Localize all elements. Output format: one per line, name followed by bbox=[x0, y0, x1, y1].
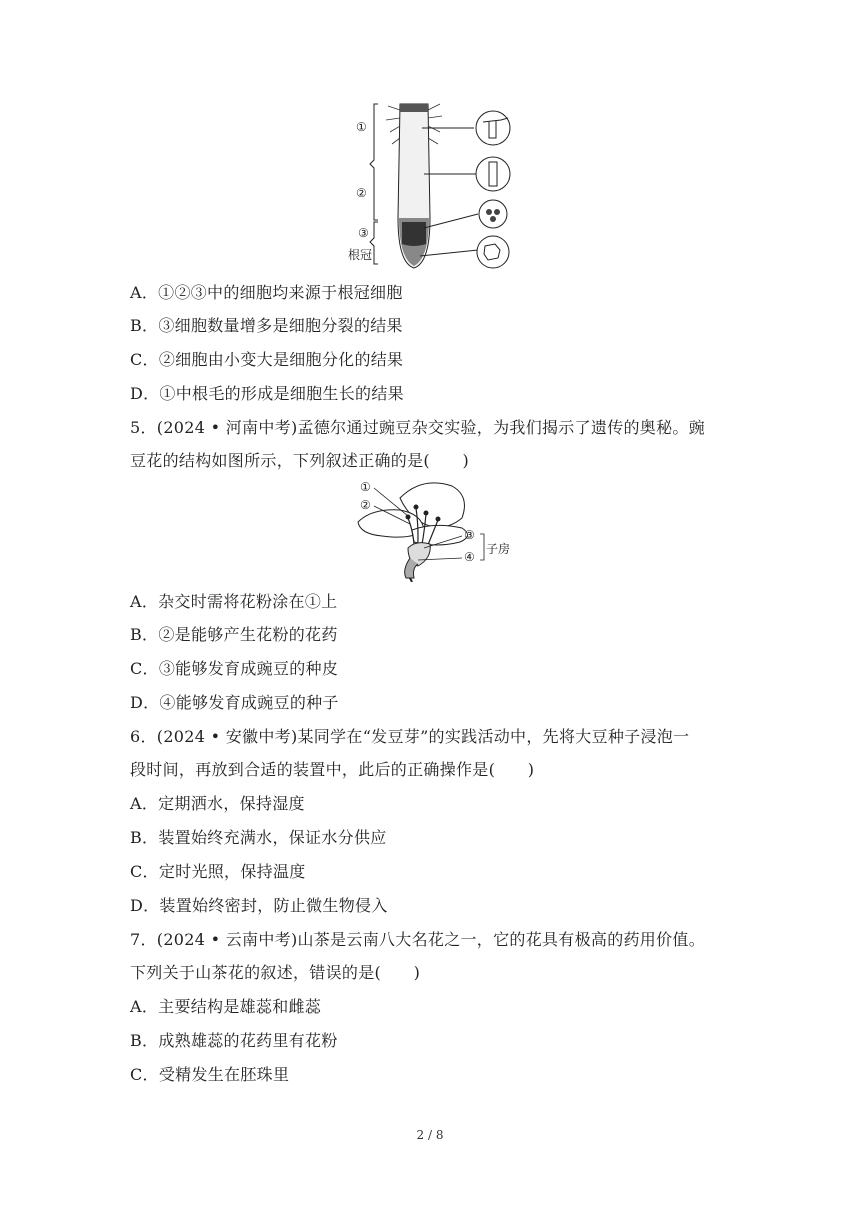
page-number: 2 / 8 bbox=[416, 1128, 444, 1142]
q5-option-a: A．杂交时需将花粉涂在①上 bbox=[130, 592, 338, 611]
flower-label-ovary: 子房 bbox=[486, 542, 511, 556]
q5-option-d: D．④能够发育成豌豆的种子 bbox=[130, 693, 339, 712]
pea-flower-illustration bbox=[352, 478, 522, 582]
q6-stem-line2: 段时间，再放到合适的装置中，此后的正确操作是( ) bbox=[130, 760, 535, 779]
q7-option-b: B．成熟雄蕊的花药里有花粉 bbox=[130, 1031, 338, 1050]
q7-option-a: A．主要结构是雄蕊和雌蕊 bbox=[130, 997, 322, 1016]
root-tip-illustration bbox=[350, 98, 530, 272]
q4-option-c: C．②细胞由小变大是细胞分化的结果 bbox=[130, 350, 404, 369]
root-label-2: ② bbox=[356, 186, 367, 200]
pea-flower-figure bbox=[352, 478, 522, 582]
q6-option-d: D．装置始终密封，防止微生物侵入 bbox=[130, 896, 388, 915]
q4-option-b: B．③细胞数量增多是细胞分裂的结果 bbox=[130, 316, 403, 335]
q5-stem-line1: 5．(2024 • 河南中考)孟德尔通过豌豆杂交实验，为我们揭示了遗传的奥秘。豌 bbox=[130, 418, 705, 437]
q5-option-b: B．②是能够产生花粉的花药 bbox=[130, 625, 338, 644]
q6-option-a: A．定期洒水，保持湿度 bbox=[130, 794, 305, 813]
root-label-cap: 根冠 bbox=[348, 248, 373, 262]
flower-label-4: ④ bbox=[464, 550, 475, 564]
q4-option-a: A．①②③中的细胞均来源于根冠细胞 bbox=[130, 283, 403, 302]
q7-option-c: C．受精发生在胚珠里 bbox=[130, 1065, 290, 1084]
flower-label-1: ① bbox=[360, 480, 371, 494]
q4-option-d: D．①中根毛的形成是细胞生长的结果 bbox=[130, 384, 404, 403]
q7-stem-line1: 7．(2024 • 云南中考)山茶是云南八大名花之一，它的花具有极高的药用价值。 bbox=[130, 930, 705, 949]
flower-label-3: ③ bbox=[464, 528, 475, 542]
flower-label-2: ② bbox=[360, 498, 371, 512]
root-label-3: ③ bbox=[358, 226, 369, 240]
q5-option-c: C．③能够发育成豌豆的种皮 bbox=[130, 659, 339, 678]
q6-option-c: C．定时光照，保持温度 bbox=[130, 862, 306, 881]
q6-stem-line1: 6．(2024 • 安徽中考)某同学在“发豆芽”的实践活动中，先将大豆种子浸泡一 bbox=[130, 727, 690, 746]
root-tip-figure bbox=[350, 98, 530, 272]
q6-option-b: B．装置始终充满水，保证水分供应 bbox=[130, 828, 387, 847]
q7-stem-line2: 下列关于山茶花的叙述，错误的是( ) bbox=[130, 963, 421, 982]
root-label-1: ① bbox=[356, 120, 367, 134]
q5-stem-line2: 豆花的结构如图所示，下列叙述正确的是( ) bbox=[130, 451, 470, 470]
